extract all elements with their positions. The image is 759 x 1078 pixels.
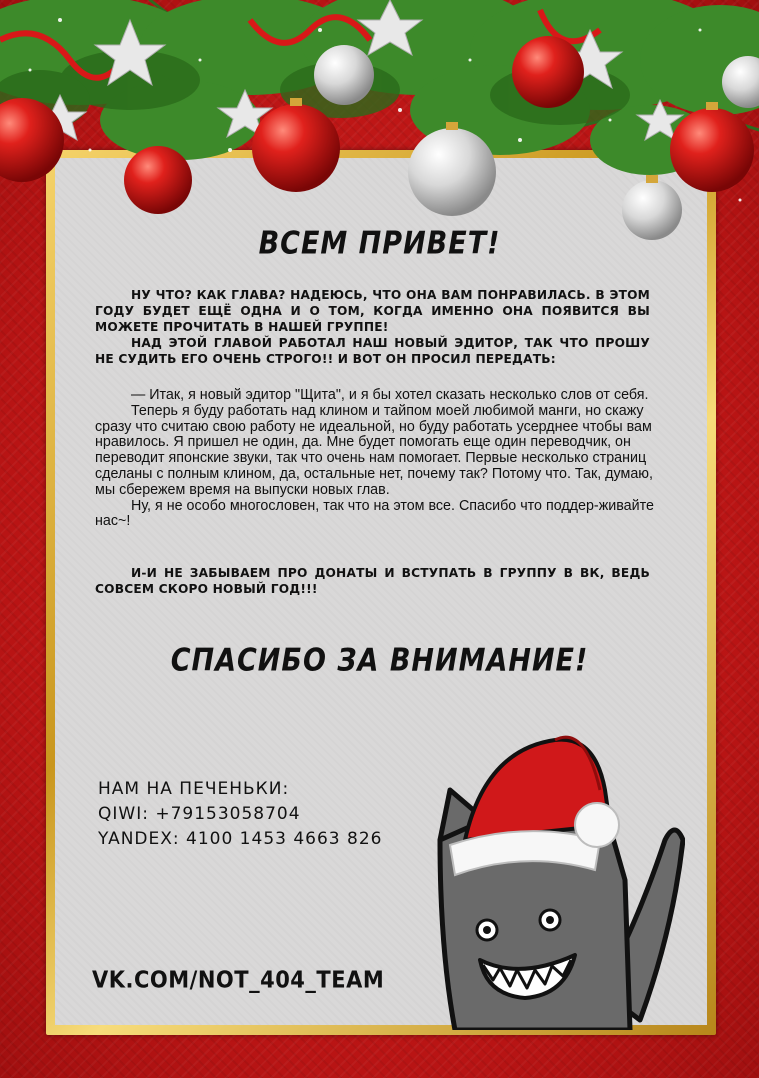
quote-paragraph: — Итак, я новый эдитор "Щита", и я бы хотел сказать несколько слов от себя. (131, 387, 649, 403)
christmas-garland-icon (0, 0, 759, 240)
yandex-number: YANDEX: 4100 1453 4663 826 (98, 829, 383, 849)
quote-paragraph: Теперь я буду работать над клином и тайпом моей любимой манги, но скажу сразу что считаю свою работу не идеальной, но буду работать усерднее чтобы вам нравилось. Я пришел не один, да. Мне будет помогать еще один переводчик, он переводит японские звуки, так что очень нам помогает. Первые несколько страниц сделаны с полным клином, да, остальные нет, почему так? Потому что. Так, думаю, мы сбережем время на выпуски новых глав. (95, 402, 653, 498)
intro-paragraph: НУ ЧТО? КАК ГЛАВА? НАДЕЮСЬ, ЧТО ОНА ВАМ ПОНРАВИЛАСЬ. В ЭТОМ ГОДУ БУДЕТ ЕЩЁ ОДНА И О ТОМ, КОГДА ИМЕННО ОНА ПОЯВИТСЯ ВЫ МОЖЕТЕ ПРОЧИТАТЬ В НАШЕЙ ГРУППЕ! (95, 288, 650, 334)
santa-hat-cat-icon (425, 730, 685, 1030)
qiwi-number: QIWI: +79153058704 (98, 804, 301, 824)
closing-paragraph: И-И НЕ ЗАБЫВАЕМ ПРО ДОНАТЫ И ВСТУПАТЬ В ГРУППУ В ВК, ВЕДЬ СОВСЕМ СКОРО НОВЫЙ ГОД!!! (95, 566, 650, 596)
intro-text (95, 287, 650, 367)
intro-paragraph: НАД ЭТОЙ ГЛАВОЙ РАБОТАЛ НАШ НОВЫЙ ЭДИТОР, ТАК ЧТО ПРОШУ НЕ СУДИТЬ ЕГО ОЧЕНЬ СТРОГО!! И ВОТ ОН ПРОСИЛ ПЕРЕДАТЬ: (95, 336, 650, 366)
donation-heading: НАМ НА ПЕЧЕНЬКИ: (98, 779, 290, 799)
donation-info (98, 777, 382, 852)
closing-text (95, 565, 650, 597)
quote-paragraph: Ну, я не особо многословен, так что на этом все. Спасибо что поддер-живайте нас~! (95, 497, 654, 530)
vk-link[interactable]: VK.COM/NOT_404_TEAM (92, 966, 385, 994)
editor-quote (95, 388, 667, 530)
greeting-title: ВСЕМ ПРИВЕТ! (258, 225, 501, 262)
thanks-title: СПАСИБО ЗА ВНИМАНИЕ! (170, 642, 589, 679)
